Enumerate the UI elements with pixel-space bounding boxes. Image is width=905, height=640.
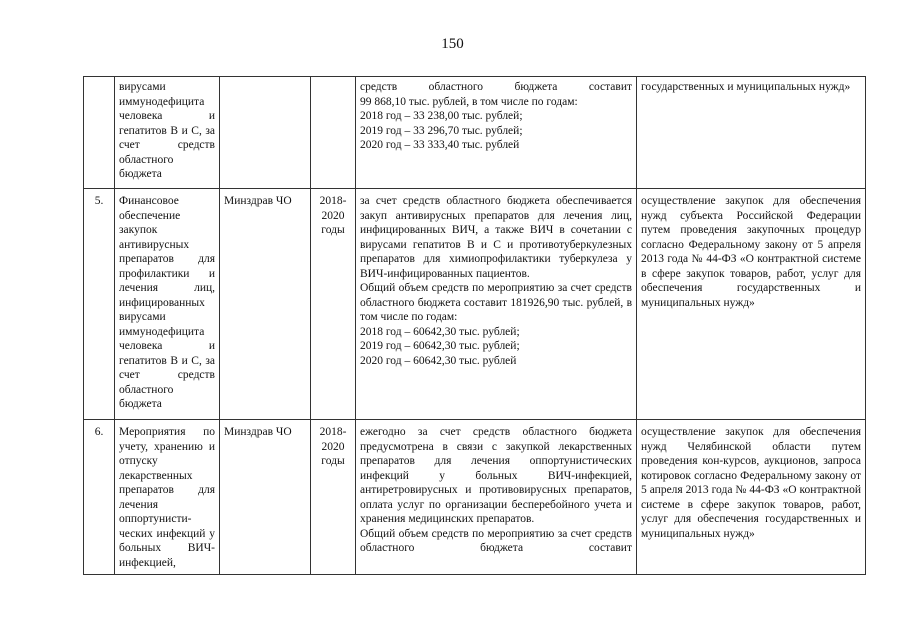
executor: Минздрав ЧО: [220, 420, 311, 575]
description-paragraph: 2020 год – 60642,30 тыс. рублей: [360, 354, 517, 367]
table-row: [84, 420, 866, 575]
description-paragraph: 2020 год – 33 333,40 тыс. рублей: [360, 139, 520, 151]
implementation-mechanism: государственных и муниципальных нужд»: [637, 77, 866, 189]
description-paragraph: Общий объем средств по мероприятию за счет средств областного бюджета составит: [360, 527, 632, 554]
page-number: 150: [441, 36, 464, 52]
description-paragraph: 2018 год – 33 238,00 тыс. рублей;: [360, 110, 523, 122]
table-row: [84, 77, 866, 189]
activity-name: Мероприятия по учету, хранению и отпуску лекарственных препаратов для лечения оппортунисти-ческих инфекций у больных ВИЧ-инфекцией,: [115, 420, 220, 575]
term: [311, 77, 356, 189]
program-table: [83, 76, 866, 575]
description-paragraph: Общий объем средств по мероприятию за счет средств областного бюджета составит 181926,90 тыс. рублей, в том числе по годам:: [360, 282, 632, 323]
term: 2018-2020 годы: [311, 189, 356, 420]
activity-name: вирусами иммунодефицита человека и гепатитов В и С, за счет средств областного бюджета: [115, 77, 220, 189]
description-paragraph: средств областного бюджета составит: [360, 81, 632, 93]
row-number: [84, 77, 115, 189]
row-number: 6.: [84, 420, 115, 575]
table-row: [84, 189, 866, 420]
term: 2018-2020 годы: [311, 420, 356, 575]
description-paragraph: 2018 год – 60642,30 тыс. рублей;: [360, 325, 520, 338]
row-number: 5.: [84, 189, 115, 420]
description-paragraph: 2019 год – 33 296,70 тыс. рублей;: [360, 124, 523, 137]
activity-description: [356, 77, 637, 189]
activity-description: [356, 189, 637, 420]
implementation-mechanism: осуществление закупок для обеспечения нужд субъекта Российской Федерации путем проведения закупочных процедур согласно Федеральному закону от 5 апреля 2013 года № 44-ФЗ «О контрактной системе в сфере закупок товаров, работ, услуг для обеспечения государственных и муниципальных нужд»: [637, 189, 866, 420]
activity-name: Финансовое обеспечение закупок антивирусных препаратов для профилактики и лечения лиц, инфицированных вирусами иммунодефицита человека и гепатитов В и С, за счет средств областного бюджета: [115, 189, 220, 420]
description-paragraph: 99 868,10 тыс. рублей, в том числе по годам:: [360, 95, 578, 108]
executor: Минздрав ЧО: [220, 189, 311, 420]
description-paragraph: 2019 год – 60642,30 тыс. рублей;: [360, 340, 520, 352]
description-paragraph: за счет средств областного бюджета обеспечивается закуп антивирусных препаратов для лечения лиц, инфицированных ВИЧ, а также ВИЧ в сочетании с вирусами гепатитов В и С и противотуберкулезных препаратов для химиопрофилактики туберкулеза у ВИЧ-инфицированных пациентов.: [360, 195, 632, 280]
implementation-mechanism: осуществление закупок для обеспечения нужд Челябинской области путем проведения кон-курсов, аукционов, запроса котировок согласно Федеральному закону от 5 апреля 2013 года № 44-ФЗ «О контрактной системе в сфере закупок товаров, работ, услуг для обеспечения государственных и муниципальных нужд»: [637, 420, 866, 575]
activity-description: [356, 420, 637, 575]
description-paragraph: ежегодно за счет средств областного бюджета предусмотрена в связи с закупкой лекарственных препаратов для лечения оппортунистических инфекций у больных ВИЧ-инфекцией, антиретровирусных и противовирусных препаратов, оплата услуг по организации бесперебойного учета и хранения медицинских препаратов.: [360, 426, 632, 525]
executor: [220, 77, 311, 189]
